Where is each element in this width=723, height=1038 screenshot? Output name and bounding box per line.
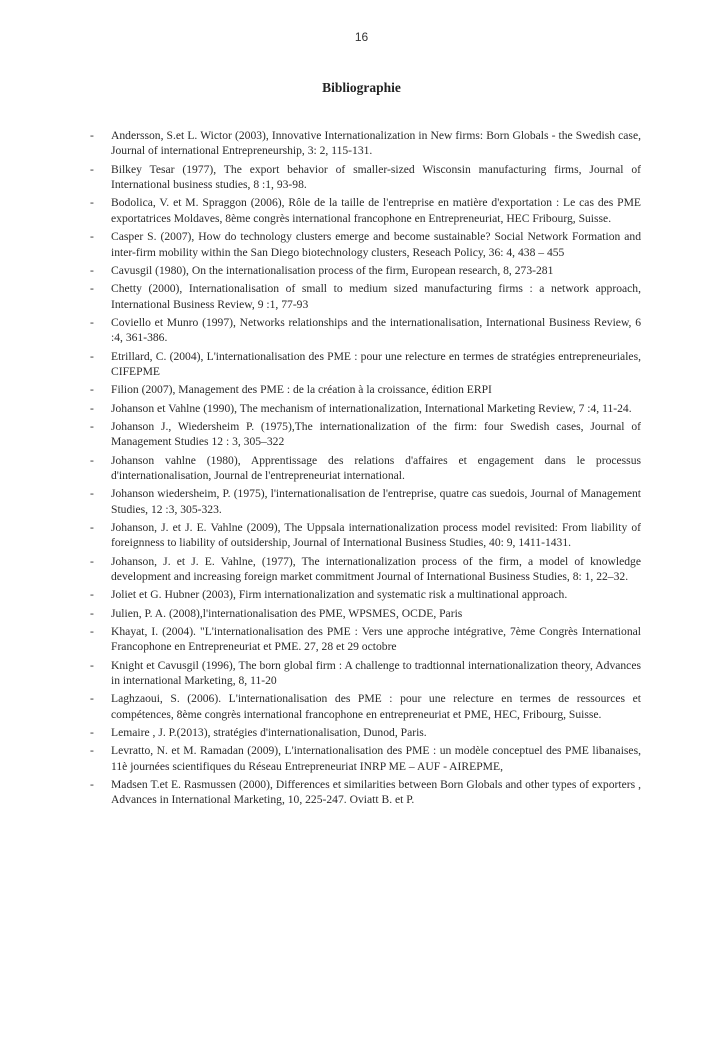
reference-item xyxy=(90,128,641,159)
reference-text: Coviello et Munro (1997), Networks relationships and the internationalisation, International Business Review, 6 :4, 361-386. xyxy=(111,315,641,345)
reference-text: Casper S. (2007), How do technology clusters emerge and become sustainable? Social Network Formation and inter-firm mobility within the San Diego biotechnology clusters, Reseach Policy, 36: 4, 438 – 455 xyxy=(111,230,641,259)
bullet-dash: - xyxy=(90,658,94,672)
reference-text: Bodolica, V. et M. Spraggon (2006), Rôle de la taille de l'entreprise en matière d'exportation : Le cas des PME exportatrices Moldaves, 8ème congrès international francophone en Entrepreneuriat, HEC Fribourg, Suisse. xyxy=(111,196,641,225)
reference-text: Johanson et Vahlne (1990), The mechanism of internationalization, International Marketing Review, 7 :4, 11-24. xyxy=(111,401,632,415)
reference-item xyxy=(90,281,641,312)
reference-text: Joliet et G. Hubner (2003), Firm internationalization and systematic risk a multinational approach. xyxy=(111,588,568,602)
reference-text: Cavusgil (1980), On the internationalisation process of the firm, European research, 8, 273-281 xyxy=(111,263,554,277)
reference-item xyxy=(90,520,641,551)
reference-text: Johanson, J. et J. E. Vahlne, (1977), The internationalization process of the firm, a model of knowledge development and increasing foreign market commitment Journal of International Business Studies, 8: 1, 22–32. xyxy=(111,554,641,584)
reference-item xyxy=(90,606,641,621)
reference-text: Chetty (2000), Internationalisation of small to medium sized manufacturing firms : a network approach, International Business Review, 9 :1, 77-93 xyxy=(111,282,641,311)
reference-text: Julien, P. A. (2008),l'internationalisation des PME, WPSMES, OCDE, Paris xyxy=(111,606,463,620)
reference-item xyxy=(90,229,641,260)
bullet-dash: - xyxy=(90,453,94,467)
reference-item xyxy=(90,554,641,585)
reference-text: Lemaire , J. P.(2013), stratégies d'internationalisation, Dunod, Paris. xyxy=(111,726,427,740)
bullet-dash: - xyxy=(90,487,94,501)
reference-text: Johanson vahlne (1980), Apprentissage des relations d'affaires et engagement dans le processus d'internationalisation, Journal de l'entrepreneuriat international. xyxy=(111,453,641,482)
reference-item xyxy=(90,263,641,278)
bullet-dash: - xyxy=(90,419,94,433)
reference-item xyxy=(90,777,641,808)
bullet-dash: - xyxy=(90,282,94,296)
bullet-dash: - xyxy=(90,383,94,397)
reference-item xyxy=(90,624,641,655)
page-number: 16 xyxy=(354,30,369,44)
reference-item xyxy=(90,743,641,774)
bullet-dash: - xyxy=(90,401,94,415)
reference-text: Madsen T.et E. Rasmussen (2000), Differences et similarities between Born Globals and other types of exporters , Advances in International Marketing, 10, 225-247. Oviatt B. et P. xyxy=(111,778,641,807)
reference-text: Andersson, S.et L. Wictor (2003), Innovative Internationalization in New firms: Born Globals - the Swedish case, Journal of international Entrepreneurship, 3: 2, 115-131. xyxy=(111,129,641,158)
reference-item xyxy=(90,453,641,484)
reference-text: Khayat, I. (2004). "L'internationalisation des PME : Vers une approche intégrative, 7ème Congrès International Francophone en Entrepreneuriat et PME. 27, 28 et 29 octobre xyxy=(111,624,641,654)
bullet-dash: - xyxy=(90,726,94,740)
reference-text: Bilkey Tesar (1977), The export behavior of smaller-sized Wisconsin manufacturing firms, Journal of International business studies, 8 :1, 93-98. xyxy=(111,162,641,192)
reference-text: Filion (2007), Management des PME : de la création à la croissance, édition ERPI xyxy=(111,383,492,397)
bullet-dash: - xyxy=(90,263,94,277)
reference-item xyxy=(90,486,641,517)
bullet-dash: - xyxy=(90,520,94,534)
reference-item xyxy=(90,162,641,193)
reference-list xyxy=(90,128,641,811)
reference-item xyxy=(90,587,641,602)
reference-text: Johanson wiedersheim, P. (1975), l'internationalisation de l'entreprise, quatre cas suedois, Journal of Management Studies, 12 :3, 305-323. xyxy=(111,487,641,516)
reference-text: Johanson J., Wiedersheim P. (1975),The internationalization of the firm: four Swedish cases, Journal of Management Studies 12 : 3, 305–322 xyxy=(111,419,641,449)
bullet-dash: - xyxy=(90,624,94,638)
bullet-dash: - xyxy=(90,606,94,620)
reference-item xyxy=(90,349,641,380)
reference-item xyxy=(90,315,641,346)
page-title: Bibliographie xyxy=(322,80,401,95)
bullet-dash: - xyxy=(90,778,94,792)
bullet-dash: - xyxy=(90,744,94,758)
bullet-dash: - xyxy=(90,349,94,363)
reference-item xyxy=(90,401,641,416)
bullet-dash: - xyxy=(90,315,94,329)
bullet-dash: - xyxy=(90,692,94,706)
reference-item xyxy=(90,419,641,450)
reference-item xyxy=(90,658,641,689)
reference-item xyxy=(90,195,641,226)
reference-text: Johanson, J. et J. E. Vahlne (2009), The Uppsala internationalization process model revisited: From liability of foreignness to liability of outsidership, Journal of International Business Studies, 40: 9, 1411-1431. xyxy=(111,520,641,550)
reference-text: Laghzaoui, S. (2006). L'internationalisation des PME : pour une relecture en termes de ressources et compétences, 8ème congrès international francophone en entrepreneuriat et PME, HEC, Fribourg, Suisse. xyxy=(111,692,641,721)
bullet-dash: - xyxy=(90,230,94,244)
reference-item xyxy=(90,691,641,722)
bullet-dash: - xyxy=(90,588,94,602)
reference-item xyxy=(90,382,641,397)
reference-text: Levratto, N. et M. Ramadan (2009), L'internationalisation des PME : un modèle conceptuel des PME libanaises, 11è journées scientifiques du Réseau Entrepreneuriat INRP ME – AUF - AIREPME, xyxy=(111,744,641,773)
reference-text: Etrillard, C. (2004), L'internationalisation des PME : pour une relecture en termes de stratégies entrepreneuriales, CIFEPME xyxy=(111,349,641,378)
bullet-dash: - xyxy=(90,554,94,568)
reference-item xyxy=(90,725,641,740)
bullet-dash: - xyxy=(90,162,94,176)
bullet-dash: - xyxy=(90,129,94,142)
bullet-dash: - xyxy=(90,196,94,210)
reference-text: Knight et Cavusgil (1996), The born global firm : A challenge to tradtionnal internationalization theory, Advances in international Marketing, 8, 11-20 xyxy=(111,658,641,688)
